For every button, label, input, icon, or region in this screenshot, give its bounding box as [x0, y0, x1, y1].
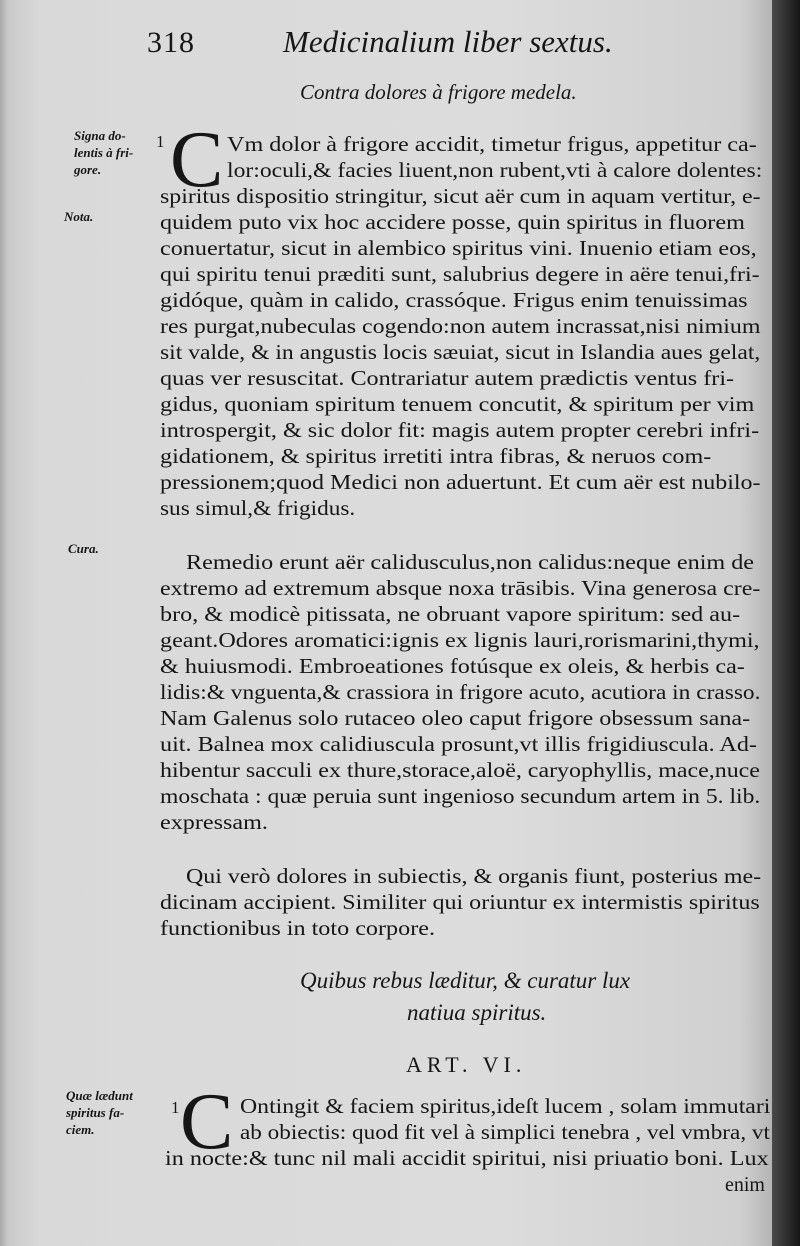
text-line: hibentur sacculi ex thure,storace,aloë, caryophyllis, mace,nuce	[160, 758, 760, 782]
subheading-line: natiua spiritus.	[407, 1000, 547, 1025]
margin-note-nota: Nota.	[64, 209, 94, 224]
text-line: moschata : quæ peruia sunt ingenioso secundum artem in 5. lib.	[160, 784, 761, 808]
margin-note-cura: Cura.	[68, 541, 99, 556]
text-line: in nocte:& tunc nil mali accidit spiritui, nisi priuatio boni. Lux	[165, 1146, 769, 1170]
text-line: gidóque, quàm in calido, crassóque. Frigus enim tenuissimas	[160, 288, 748, 312]
text-line: Ontingit & faciem spiritus,ideſt lucem , solam immutari	[240, 1094, 771, 1118]
subheading-line: Quibus rebus læditur, & curatur lux	[300, 968, 631, 993]
running-title: Medicinalium liber sextus.	[283, 24, 613, 59]
text-line: conuertatur, sicut in alembico spiritus vini. Inuenio etiam eos,	[160, 236, 757, 260]
text-line: lor:oculi,& facies liuent,non rubent,vti à calore dolentes:	[227, 158, 763, 182]
drop-cap: C	[170, 116, 224, 204]
text-line: functionibus in toto corpore.	[160, 916, 435, 940]
text-line: pressionem;quod Medici non aduertunt. Et cum aër est nubilo-	[160, 470, 761, 494]
text-line: geant.Odores aromatici:ignis ex lignis lauri,rorismarini,thymi,	[160, 628, 760, 652]
drop-cap: C	[180, 1078, 234, 1166]
text-line: spiritus dispositio stringitur, sicut aër cum in aquam vertitur, e-	[160, 184, 761, 208]
text-line: & huiusmodi. Embroeationes fotúsque ex oleis, & herbis ca-	[160, 654, 745, 678]
text-line: introspergit, & sic dolor fit: magis autem propter cerebri infri-	[160, 418, 760, 442]
paragraph-number: 1	[156, 132, 165, 151]
text-line: uit. Balnea mox calidiuscula prosunt,vt illis frigidiuscula. Ad-	[160, 732, 757, 756]
text-line: sus simul,& frigidus.	[160, 496, 356, 520]
text-line: extremo ad extremum absque noxa trāsibis. Vina generosa cre-	[160, 576, 761, 600]
margin-note-signa: Signa do-lentis à fri-gore.	[74, 128, 134, 177]
text-line: ab obiectis: quod fit vel à simplici tenebra , vel vmbra, vt	[240, 1120, 770, 1144]
text-line: bro, & modicè pitissata, ne obruant vapore spiritum: sed au-	[160, 602, 741, 626]
text-line: quidem puto vix hoc accidere posse, quin spiritus in fluorem	[160, 210, 745, 234]
text-line: gidationem, & spiritus irretiti intra fibras, & neruos com-	[160, 444, 712, 468]
page-edge-shadow	[772, 0, 800, 1246]
text-line: enim	[725, 1172, 765, 1196]
text-line: lidis:& vnguenta,& crassiora in frigore acuto, acutiora in crasso.	[160, 680, 761, 704]
section-heading: Contra dolores à frigore medela.	[300, 80, 577, 104]
text-line: sit valde, & in angustis locis sæuiat, sicut in Islandia aues gelat,	[160, 340, 761, 364]
text-line: Nam Galenus solo rutaceo oleo caput frigore obsessum sana-	[160, 706, 751, 730]
margin-note-quae-laedunt: Quæ lædunt spiritus fa-ciem.	[66, 1088, 133, 1137]
text-line: quas ver resuscitat. Contrariatur autem prædictis ventus fri-	[160, 366, 735, 390]
paragraph-number: 1	[171, 1098, 180, 1117]
text-line: gidus, quoniam spiritum tenuem concutit, & spiritum per vim	[160, 392, 755, 416]
text-line: dicinam accipient. Similiter qui oriuntur ex intermistis spiritus	[160, 890, 760, 914]
page-number: 318	[147, 26, 195, 59]
text-line: Qui verò dolores in subiectis, & organis fiunt, posterius me-	[186, 864, 762, 888]
text-line: Vm dolor à frigore accidit, timetur frigus, appetitur ca-	[227, 132, 757, 156]
article-heading: ART. VI.	[406, 1052, 527, 1077]
text-line: Remedio erunt aër calidusculus,non calidus:neque enim de	[186, 550, 755, 574]
text-line: res purgat,nubeculas cogendo:non autem incrassat,nisi nimium	[160, 314, 761, 338]
text-line: qui spiritu tenui præditi sunt, salubrius degere in aëre tenui,fri-	[160, 262, 760, 286]
running-head	[0, 22, 772, 62]
text-line: expressam.	[160, 810, 268, 834]
